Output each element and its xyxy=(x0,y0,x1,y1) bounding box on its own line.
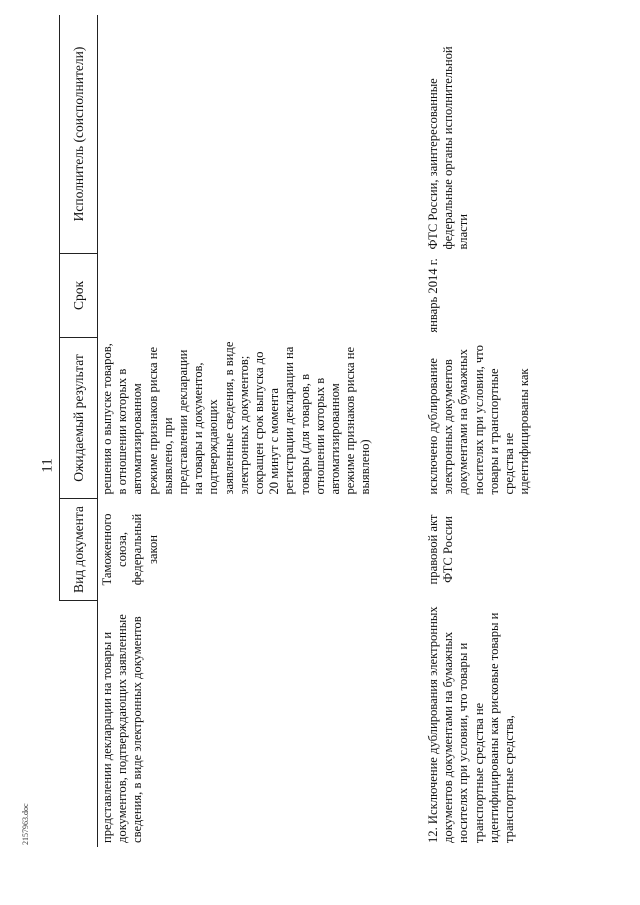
header-deadline: Срок xyxy=(60,254,98,338)
cell-doc-type: Таможенного союза, федеральный закон xyxy=(100,513,160,586)
cell-measure: 12. Исключение дублирования электронных документов документами на бумажных носителях при условии, что товары и транспортные средства не идентифицированы как рисковые товары и транспортные средства, xyxy=(426,606,517,843)
header-executor: Исполнитель (соисполнители) xyxy=(60,15,98,254)
cell-deadline xyxy=(98,254,421,338)
rotated-table-container xyxy=(59,46,604,847)
table-row xyxy=(420,15,534,847)
header-measure xyxy=(60,601,98,848)
measures-table xyxy=(59,15,534,847)
footer-text: 2157963.doc xyxy=(21,803,30,845)
footer-filename xyxy=(21,775,33,845)
cell-result: решения о выпуске товаров, в отношении которых в автоматизированном режиме признаков риска не выявлено, при представлении декларации на товары и документов, подтверждающих заявленные сведения, в виде электронных документов; сокращен срок выпуска до 20 минут с момента регистрации декларации на товары (для товаров, в отношении которых в автоматизированном режиме признаков риска не выявлено) xyxy=(100,341,373,495)
cell-executor: ФТС России, заинтересованные федеральные органы исполнительной власти xyxy=(426,46,471,250)
cell-measure: представлении декларации на товары и документов, подтверждающих заявленные сведения, в виде электронных документов xyxy=(100,614,145,843)
table-header-row xyxy=(60,15,98,847)
cell-result: исключено дублирование электронных документов документами на бумажных носителях при условии, что товары и транспортные средства не идентифицированы как xyxy=(426,345,532,495)
cell-deadline: январь 2014 г. xyxy=(426,258,440,333)
table-row xyxy=(98,15,421,847)
page-number: 11 xyxy=(39,458,56,473)
header-result: Ожидаемый результат xyxy=(60,338,98,499)
cell-executor xyxy=(98,15,421,254)
cell-doc-type: правовой акт ФТС России xyxy=(426,514,456,585)
header-doc-type: Вид документа xyxy=(60,499,98,601)
